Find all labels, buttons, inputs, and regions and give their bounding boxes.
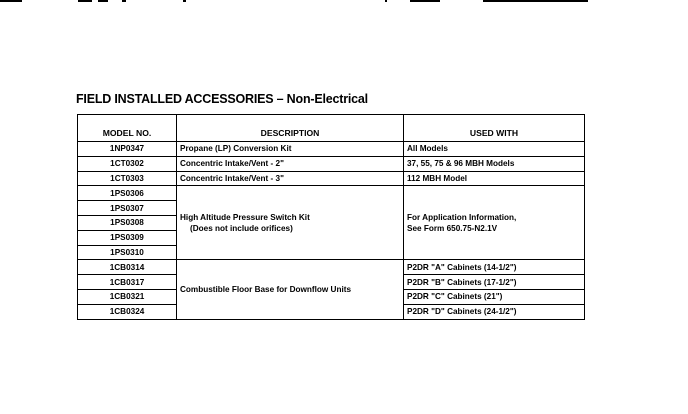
model-cell: 1PS0306 (78, 186, 177, 201)
scan-artifact (98, 0, 108, 2)
model-cell: 1CT0303 (78, 171, 177, 186)
table-row (78, 156, 585, 171)
scan-artifact (183, 0, 186, 2)
used-with-cell: P2DR "B" Cabinets (17-1/2") (404, 275, 585, 290)
description-cell: Concentric Intake/Vent - 3" (177, 171, 404, 186)
used-with-cell-pressure-switch (404, 186, 585, 260)
description-cell: Concentric Intake/Vent - 2" (177, 156, 404, 171)
description-line: High Altitude Pressure Switch Kit (180, 212, 310, 222)
model-cell: 1PS0309 (78, 230, 177, 245)
model-cell: 1NP0347 (78, 142, 177, 157)
used-with-line: See Form 650.75-N2.1V (407, 223, 498, 233)
header-used-with: USED WITH (404, 115, 585, 142)
used-with-cell: P2DR "A" Cabinets (14-1/2") (404, 260, 585, 275)
header-model-no: MODEL NO. (78, 115, 177, 142)
scan-artifact (78, 0, 92, 2)
accessories-table (77, 114, 585, 320)
model-cell: 1CB0317 (78, 275, 177, 290)
used-with-cell: 112 MBH Model (404, 171, 585, 186)
model-cell: 1PS0308 (78, 215, 177, 230)
header-description: DESCRIPTION (177, 115, 404, 142)
model-cell: 1PS0310 (78, 245, 177, 260)
scan-artifact (410, 0, 440, 2)
description-note: (Does not include orifices) (190, 223, 293, 233)
used-with-line: For Application Information, (407, 212, 517, 222)
scan-artifact (385, 0, 387, 2)
used-with-cell: P2DR "D" Cabinets (24-1/2") (404, 304, 585, 319)
model-cell: 1CT0302 (78, 156, 177, 171)
model-cell: 1CB0321 (78, 289, 177, 304)
model-cell: 1CB0314 (78, 260, 177, 275)
used-with-cell: 37, 55, 75 & 96 MBH Models (404, 156, 585, 171)
table-row (78, 142, 585, 157)
table-row (78, 186, 585, 201)
used-with-cell: All Models (404, 142, 585, 157)
scan-artifact (122, 0, 126, 2)
table-header-row (78, 115, 585, 142)
used-with-cell: P2DR "C" Cabinets (21") (404, 289, 585, 304)
section-title: FIELD INSTALLED ACCESSORIES – Non-Electrical (76, 92, 368, 106)
model-cell: 1CB0324 (78, 304, 177, 319)
description-cell: Propane (LP) Conversion Kit (177, 142, 404, 157)
table-row (78, 171, 585, 186)
scan-artifact (0, 0, 22, 2)
description-cell-pressure-switch (177, 186, 404, 260)
scan-artifact (483, 0, 588, 2)
table-row (78, 260, 585, 275)
model-cell: 1PS0307 (78, 201, 177, 216)
description-cell-floor-base: Combustible Floor Base for Downflow Units (177, 260, 404, 319)
